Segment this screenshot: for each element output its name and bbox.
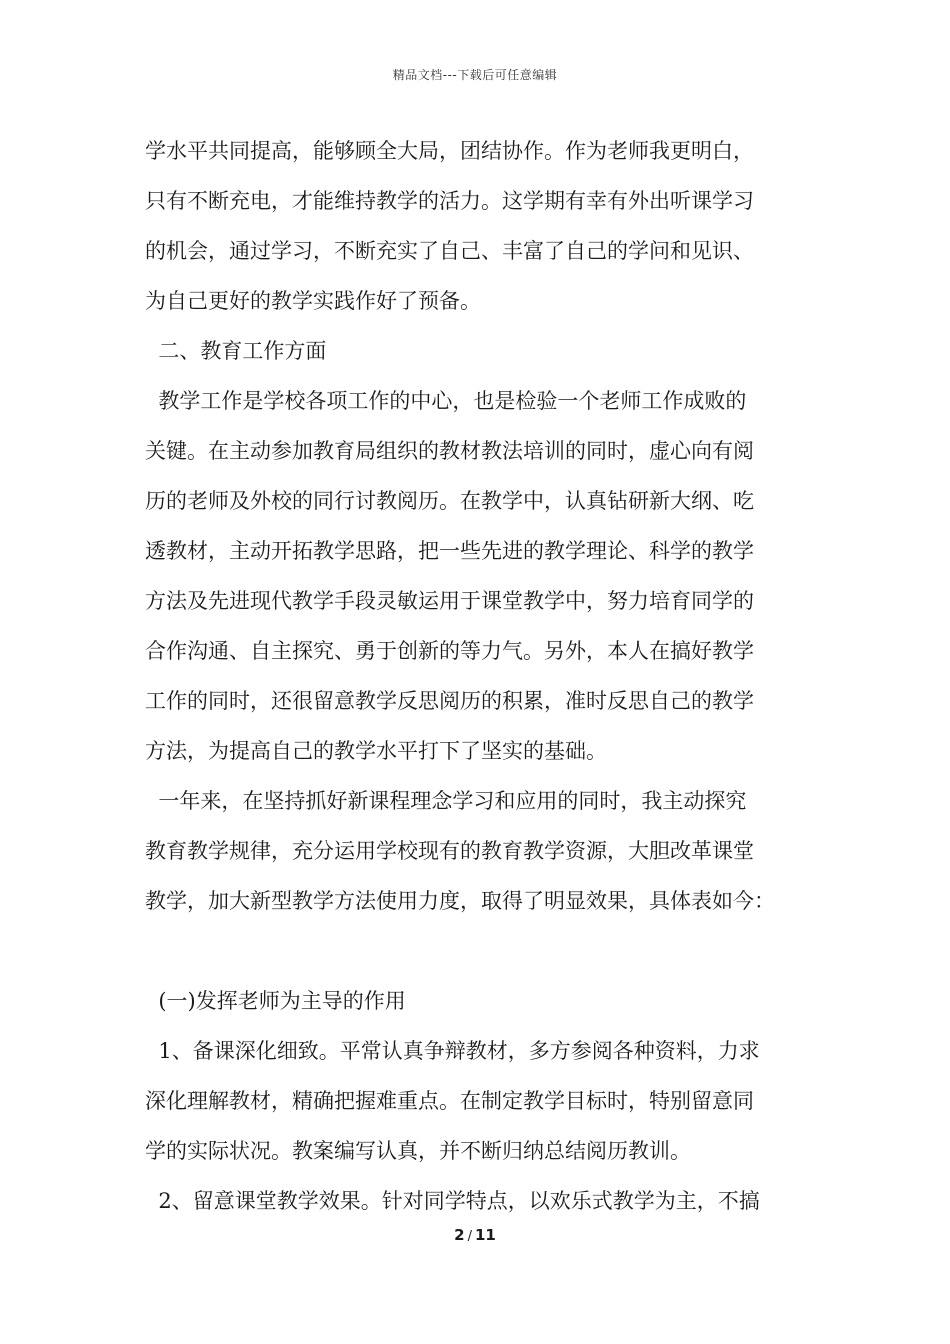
blank-line bbox=[145, 926, 815, 976]
text-line: 合作沟通、自主探究、勇于创新的等力气。另外，本人在搞好教学 bbox=[145, 639, 754, 663]
current-page-number: 2 bbox=[454, 1226, 465, 1244]
total-pages-number: 11 bbox=[474, 1226, 496, 1244]
page-separator: / bbox=[467, 1229, 472, 1244]
text-line: 1、备课深化细致。平常认真争辩教材，多方参阅各种资料，力求 bbox=[145, 1039, 760, 1063]
text-line: 历的老师及外校的同行讨教阅历。在教学中，认真钻研新大纲、吃 bbox=[145, 489, 754, 513]
text-line: 为自己更好的教学实践作好了预备。 bbox=[145, 289, 481, 313]
subsection-heading: (一)发挥老师为主导的作用 bbox=[145, 989, 406, 1013]
text-line: 只有不断充电，才能维持教学的活力。这学期有幸有外出听课学习 bbox=[145, 189, 754, 213]
text-line: 的机会，通过学习，不断充实了自己、丰富了自己的学问和见识、 bbox=[145, 239, 754, 263]
text-line: 教学工作是学校各项工作的中心，也是检验一个老师工作成败的 bbox=[145, 389, 747, 413]
text-line: 关键。在主动参加教育局组织的教材教法培训的同时，虚心向有阅 bbox=[145, 439, 754, 463]
text-line: 学的实际状况。教案编写认真，并不断归纳总结阅历教训。 bbox=[145, 1139, 691, 1163]
section-heading: 二、教育工作方面 bbox=[145, 339, 327, 363]
text-line: 深化理解教材，精确把握难重点。在制定教学目标时，特别留意同 bbox=[145, 1089, 754, 1113]
page-number bbox=[0, 1226, 950, 1244]
text-line: 工作的同时，还很留意教学反思阅历的积累，准时反思自己的教学 bbox=[145, 689, 754, 713]
text-line: 方法及先进现代教学手段灵敏运用于课堂教学中，努力培育同学的 bbox=[145, 589, 754, 613]
text-line: 2、留意课堂教学效果。针对同学特点，以欢乐式教学为主，不搞 bbox=[145, 1189, 760, 1213]
page-header: 精品文档---下载后可任意编辑 bbox=[392, 68, 558, 82]
text-line: 教学，加大新型教学方法使用力度，取得了明显效果，具体表如今： bbox=[145, 889, 775, 913]
text-line: 方法，为提高自己的教学水平打下了坚实的基础。 bbox=[145, 739, 607, 763]
text-line: 一年来，在坚持抓好新课程理念学习和应用的同时，我主动探究 bbox=[145, 789, 747, 813]
text-line: 教育教学规律，充分运用学校现有的教育教学资源，大胆改革课堂 bbox=[145, 839, 754, 863]
text-line: 学水平共同提高，能够顾全大局，团结协作。作为老师我更明白， bbox=[145, 139, 754, 163]
text-line: 透教材，主动开拓教学思路，把一些先进的教学理论、科学的教学 bbox=[145, 539, 754, 563]
document-body bbox=[145, 126, 815, 1226]
